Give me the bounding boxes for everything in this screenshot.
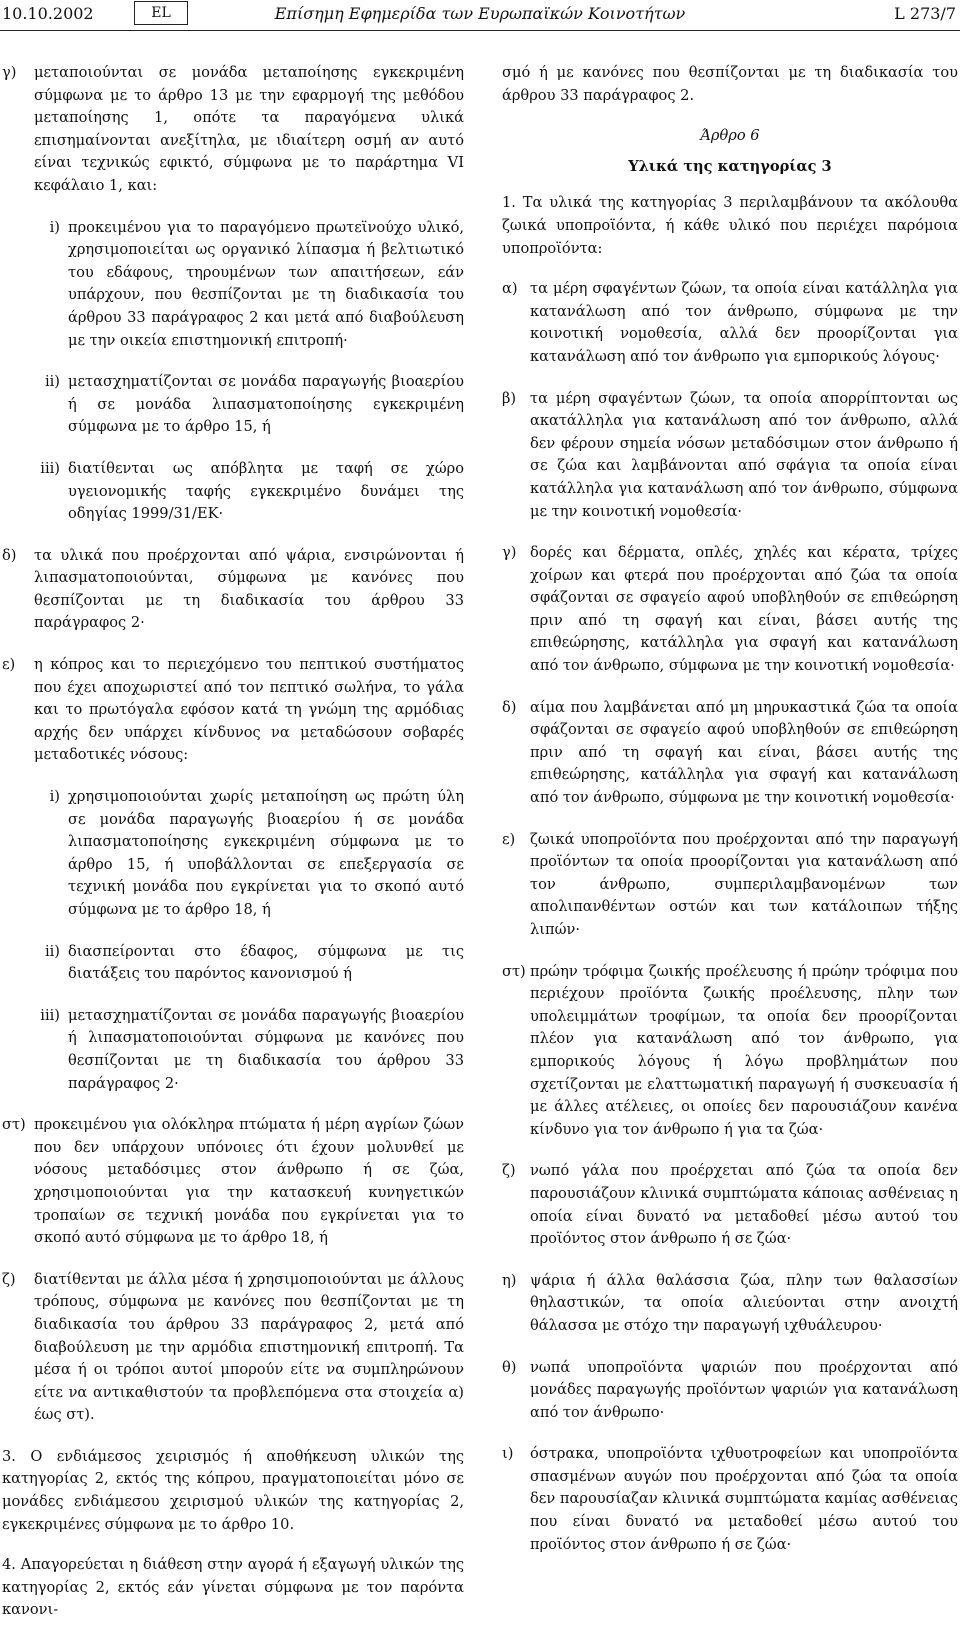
item-label: ι) — [502, 1445, 514, 1463]
sub-item-text: διασπείρονται στο έδαφος, σύμφωνα με τις διατάξεις του παρόντος κανονισμού ή — [68, 942, 464, 983]
sub-item-label: iii) — [40, 459, 60, 477]
language-code-box: EL — [134, 1, 188, 25]
item-text: προκειμένου για ολόκληρα πτώματα ή μέρη αγρίων ζώων που δεν υπάρχουν υπόνοιες ότι έχουν μολυνθεί με νόσους μεταδόσιμες στον άνθρωπο ή σε ζώα, χρησιμοποιούνται για την κατασκευή κυνηγετικών τροπαίων σε τεχνική μονάδα που εγκρίνεται για το σκοπό αυτό σύμφωνα με το άρθρο 18, ή — [34, 1116, 464, 1247]
item-text: διατίθενται με άλλα μέσα ή χρησιμοποιούνται με άλλους τρόπους, σύμφωνα με κανόνες που θεσπίζονται με τη διαδικασία του άρθρου 33 παράγραφος 2, μετά από διαβούλευση με την αρμόδια επιστημονική επιτροπή. Τα μέσα ή οι τρόποι αυτοί μπορούν είτε να συμπληρώνουν είτε να αντικαθιστούν τα προβλεπόμενα στα στοιχεία α) έως στ). — [34, 1270, 464, 1424]
list-item — [502, 1357, 958, 1425]
journal-title: Επίσημη Εφημερίδα των Ευρωπαϊκών Κοινοτήτων — [274, 4, 686, 23]
sub-item-text: χρησιμοποιούνται χωρίς μεταποίηση ως πρώτη ύλη σε μονάδα παραγωγής βιοαερίου ή σε μονάδα λιπασματοποίησης εγκεκριμένη σύμφωνα με το άρθρο 15, ή υποβάλλονται σε επεξεργασία σε τεχνική μονάδα που εγκρίνεται για το σκοπό αυτό σύμφωνα με το άρθρο 18, ή — [68, 788, 464, 918]
list-item — [502, 961, 958, 1142]
list-item — [502, 542, 958, 678]
sub-item-label: iii) — [40, 1006, 60, 1024]
item-text: πρώην τρόφιμα ζωικής προέλευσης ή πρώην τρόφιμα που περιέχουν προϊόντα ζωικής προέλευσης, πλην των υπολειμμάτων τροφίμων, τα οποία δεν προορίζονται πλέον για κατανάλωση από τον άνθρωπο, για εμπορικούς λόγους ή λόγω προβλημάτων που σχετίζονται με ελαττωματική παραγωγή ή συσκευασία ή με άλλες ατέλειες, οι οποίες δεν παρουσιάζουν κανένα κίνδυνο για τον άνθρωπο ή για τα ζώα· — [530, 962, 958, 1138]
sub-item-text: μετασχηματίζονται σε μονάδα παραγωγής βιοαερίου ή λιπασματοποιούνται σύμφωνα με κανόνες που θεσπίζονται με τη διαδικασία του άρθρου 33 παράγραφος 2· — [68, 1006, 464, 1092]
item-z — [2, 1269, 464, 1427]
item-text: μεταποιούνται σε μονάδα μεταποίησης εγκεκριμένη σύμφωνα με το άρθρο 13 με την εφαρμογή της μεθόδου μεταποίησης 1, οπότε τα παραγόμενα υλικά επισημαίνονται ανεξίτηλα, με ιδιαίτερη οσμή αν αυτό είναι τεχνικώς εφικτό, σύμφωνα με το παράρτημα VI κεφάλαιο 1, και: — [34, 64, 464, 194]
item-text: τα μέρη σφαγέντων ζώων, τα οποία είναι κατάλληλα για κατανάλωση από τον άνθρωπο, σύμφωνα με την κοινοτική νομοθεσία, αλλά δεν προορίζονται για κατανάλωση από τον άνθρωπο για εμπορικούς λόγους· — [530, 280, 958, 365]
item-text: αίμα που λαμβάνεται από μη μηρυκαστικά ζώα τα οποία σφάζονται σε σφαγείο αφού υποβληθούν σε επιθεώρηση πριν από τη σφαγή και είναι, βάσει αυτής της επιθεώρησης, κατάλληλα για σφαγή και κατανάλωση από τον άνθρωπο, σύμφωνα με την κοινοτική νομοθεσία· — [530, 698, 958, 807]
item-label: ζ) — [502, 1162, 516, 1180]
item-label: στ) — [2, 1116, 26, 1134]
left-column — [2, 62, 464, 1640]
item-label: ε) — [502, 830, 516, 848]
list-item — [502, 1443, 958, 1556]
item-text: τα μέρη σφαγέντων ζώων, τα οποία απορρίπτονται ως ακατάλληλα για κατανάλωση από τον άνθρωπο, αλλά δεν φέρουν σημεία νόσων μεταδόσιμων στον άνθρωπο ή σε ζώα και λαμβάνονται από σφάγια τα οποία είναι κατάλληλα για κατανάλωση από τον άνθρωπο, σύμφωνα με την κοινοτική νομοθεσία· — [530, 389, 958, 520]
publication-date: 10.10.2002 — [2, 4, 94, 23]
sub-item-label: i) — [49, 218, 60, 236]
item-label: η) — [502, 1271, 517, 1289]
list-item — [502, 388, 958, 524]
item-text: νωπά υποπροϊόντα ψαριών που προέρχονται από μονάδες παραγωγής προϊόντων ψαριών για κατανάλωση από τον άνθρωπο· — [530, 1358, 958, 1421]
item-text: όστρακα, υποπροϊόντα ιχθυοτροφείων και υποπροϊόντα σπασμένων αυγών που προέρχονται από ζώα τα οποία δεν παρουσίαζαν κλινικά συμπτώματα καμίας ασθένειας που είναι δυνατό να μεταδοθεί μέσω αυτού του προϊόντος στον άνθρωπο ή σε ζώα· — [530, 1445, 958, 1553]
sub-item — [34, 217, 464, 353]
item-label: ε) — [2, 656, 16, 674]
sub-item — [34, 1005, 464, 1095]
sub-item-label: ii) — [44, 942, 60, 960]
item-label: δ) — [502, 698, 517, 716]
continued-text: σμό ή με κανόνες που θεσπίζονται με τη διαδικασία του άρθρου 33 παράγραφος 2. — [502, 64, 958, 104]
item-label: δ) — [2, 546, 17, 564]
list-item — [502, 697, 958, 810]
sub-item — [34, 371, 464, 439]
article-number: Άρθρο 6 — [700, 127, 760, 145]
item-e — [2, 654, 464, 1095]
sub-item — [34, 786, 464, 922]
item-text: νωπό γάλα που προέρχεται από ζώα τα οποία δεν παρουσιάζουν κλινικά συμπτώματα κάποιας ασθένειας η οποία είναι δυνατό να μεταδοθεί μέσω αυτού του προϊόντος στον άνθρωπο ή σε ζώα· — [530, 1162, 958, 1248]
sub-item — [34, 458, 464, 526]
item-text: τα υλικά που προέρχονται από ψάρια, ενσιρώνονται ή λιπασματοποιούνται, σύμφωνα με κανόνες που θεσπίζονται με τη διαδικασία του άρθρου 33 παράγραφος 2· — [34, 546, 464, 632]
item-text: δορές και δέρματα, οπλές, χηλές και κέρατα, τρίχες χοίρων και φτερά που προέρχονται από ζώα τα οποία σφάζονται σε σφαγείο αφού υποβληθούν σε επιθεώρηση πριν από τη σφαγή και είναι, βάσει αυτής της επιθεώρησης, κατάλληλα για σφαγή και κατανάλωση από τον άνθρωπο, σύμφωνα με την κοινοτική νομοθεσία· — [530, 544, 958, 675]
sub-item-text: προκειμένου για το παραγόμενο πρωτεϊνούχο υλικό, χρησιμοποιείται ως οργανικό λίπασμα ή βελτιωτικό του εδάφους, τηρουμένων των απαιτήσεων, εάν υπάρχουν, που θεσπίζονται με τη διαδικασία του άρθρου 33 παράγραφος 2 και μετά από διαβούλευση με την οικεία επιστημονική επιτροπή· — [68, 218, 464, 349]
list-item — [502, 1270, 958, 1338]
item-label: γ) — [2, 64, 17, 81]
sub-item-text: διατίθενται ως απόβλητα με ταφή σε χώρο υγειονομικής ταφής εγκεκριμένο δυνάμει της οδηγίας 1999/31/ΕΚ· — [68, 459, 464, 523]
article-title: Υλικά της κατηγορίας 3 — [628, 157, 832, 175]
list-item — [502, 829, 958, 942]
item-g — [2, 62, 464, 526]
item-d — [2, 545, 464, 635]
item-label: στ) — [502, 962, 526, 980]
item-label: β) — [502, 389, 517, 407]
item-label: α) — [502, 280, 518, 298]
sub-item-text: μετασχηματίζονται σε μονάδα παραγωγής βιοαερίου ή σε μονάδα λιπασματοποίησης εγκεκριμένη σύμφωνα με το άρθρο 15, ή — [68, 373, 464, 436]
item-label: γ) — [502, 544, 517, 562]
item-label: ζ) — [2, 1270, 16, 1288]
list-item — [502, 1160, 958, 1250]
item-text: η κόπρος και το περιεχόμενο του πεπτικού συστήματος που έχει αποχωριστεί από τον πεπτικό σωλήνα, το γάλα και το πρωτόγαλα εφόσον κατά τη γνώμη της αρμόδιας αρχής δεν υπάρχει κίνδυνος να μεταδώσουν σοβαρές μεταδοτικές νόσους: — [34, 656, 464, 764]
item-label: θ) — [502, 1358, 517, 1376]
page-header — [0, 0, 960, 31]
item-text: ζωικά υποπροϊόντα που προέρχονται από την παραγωγή προϊόντων τα οποία προορίζονται για κατανάλωση από τον άνθρωπο, συμπεριλαμβανομένων των απολιπανθέντων οστών και των κατάλοιπων τήξης λιπών· — [530, 830, 958, 938]
sub-item — [34, 941, 464, 986]
sub-item-label: ii) — [44, 373, 60, 391]
paragraph-1: 1. Τα υλικά της κατηγορίας 3 περιλαμβάνουν τα ακόλουθα ζωικά υποπροϊόντα, ή κάθε υλικό που περιέχει παρόμοια υποπροϊόντα: — [502, 194, 958, 257]
list-item — [502, 278, 958, 368]
item-st — [2, 1114, 464, 1250]
page-reference: L 273/7 — [894, 4, 956, 23]
right-column — [502, 62, 958, 1575]
sub-item-label: i) — [49, 788, 60, 806]
paragraph-3: 3. Ο ενδιάμεσος χειρισμός ή αποθήκευση υλικών της κατηγορίας 2, εκτός της κόπρου, πραγματοποιείται μόνο σε μονάδες ενδιάμεσου χειρισμού υλικών της κατηγορίας 2, εγκεκριμένες σύμφωνα με το άρθρο 10. — [2, 1447, 464, 1533]
item-text: ψάρια ή άλλα θαλάσσια ζώα, πλην των θαλασσίων θηλαστικών, τα οποία αλιεύονται στην ανοιχτή θάλασσα με στόχο την παραγωγή ιχθυάλευρου· — [530, 1271, 958, 1334]
paragraph-4: 4. Απαγορεύεται η διάθεση στην αγορά ή εξαγωγή υλικών της κατηγορίας 2, εκτός εάν γίνεται σύμφωνα με τον παρόντα κανονι- — [2, 1556, 464, 1619]
